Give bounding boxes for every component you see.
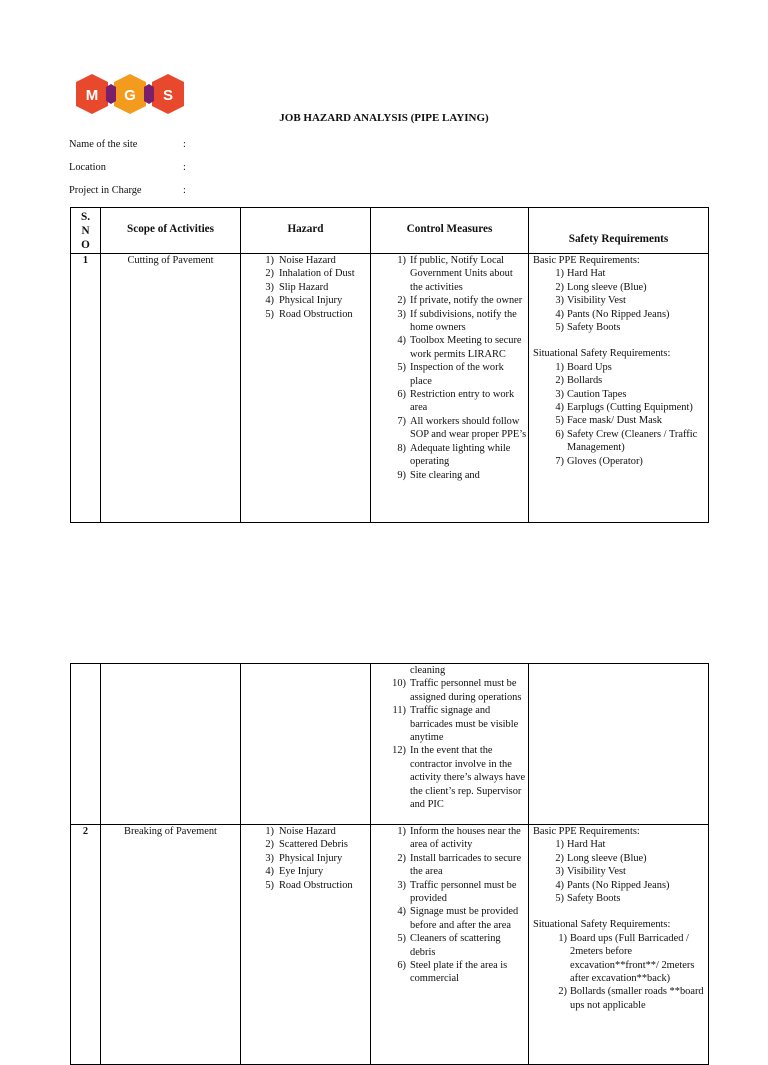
header-control: Control Measures (371, 208, 529, 254)
list-item (371, 361, 528, 388)
list-text: Earplugs (Cutting Equipment) (567, 402, 693, 414)
list-text: Cleaners of scattering debris (410, 933, 501, 958)
list-number: 1) (558, 932, 567, 944)
list-item (371, 254, 528, 294)
list-item (241, 825, 370, 838)
list-number: 3) (397, 879, 406, 891)
list-text: Noise Hazard (279, 255, 336, 266)
logo-letter: S (162, 87, 174, 104)
situational-list (533, 361, 708, 468)
list-item (533, 374, 708, 387)
list-number: 2) (555, 281, 564, 293)
list-item (371, 825, 528, 852)
list-text: Gloves (Operator) (567, 455, 643, 467)
list-number: 1) (555, 268, 564, 280)
list-item (533, 932, 708, 986)
list-text: Traffic personnel must be assigned during operations (410, 678, 522, 703)
table-header-row (71, 208, 709, 254)
row-number: 1 (71, 254, 101, 523)
list-item (371, 308, 528, 335)
list-item (371, 442, 528, 469)
hazard-cell (241, 254, 371, 523)
situational-label: Situational Safety Requirements: (533, 348, 671, 360)
logo-letter: G (124, 87, 136, 104)
list-text: Road Obstruction (279, 879, 353, 891)
list-number: 2) (265, 839, 274, 851)
list-text: Scattered Debris (279, 839, 348, 851)
control-list (371, 254, 528, 482)
list-item (371, 415, 528, 442)
info-label: Project in Charge (69, 185, 142, 196)
list-item (371, 334, 528, 361)
control-cell (371, 825, 529, 1065)
list-item (371, 294, 528, 307)
list-text: Board Ups (567, 361, 612, 373)
list-text: Install barricades to secure the area (410, 852, 522, 878)
list-item (533, 865, 708, 878)
control-continuation: cleaning (410, 665, 446, 676)
list-text: Road Obstruction (279, 308, 353, 320)
list-text: Noise Hazard (279, 826, 336, 837)
list-text: Eye Injury (279, 866, 324, 878)
list-text: Steel plate if the area is commercial (410, 960, 508, 985)
list-text: In the event that the contractor involve in the activity there’s always have the client’s rep. Supervisor and PIC (410, 745, 526, 811)
list-number: 4) (265, 295, 274, 307)
list-text: Adequate lighting while operating (410, 442, 511, 468)
header-sno-o: O (81, 238, 90, 251)
hazard-table-page-2 (70, 663, 709, 1065)
list-number: 6) (397, 389, 406, 401)
safety-cell (529, 825, 709, 1065)
list-item (533, 361, 708, 374)
safety-cell-empty (529, 664, 709, 825)
hazard-table-page-1 (70, 207, 709, 523)
list-text: Slip Hazard (279, 281, 329, 293)
scope-cell: Cutting of Pavement (101, 254, 241, 523)
list-text: All workers should follow SOP and wear proper PPE’s (410, 415, 527, 441)
list-number: 3) (555, 388, 564, 400)
list-text: Inform the houses near the area of activity (410, 826, 521, 851)
list-text: Pants (No Ripped Jeans) (567, 308, 670, 320)
list-text: Safety Crew (Cleaners / Traffic Management) (567, 428, 698, 454)
hazard-cell-empty (241, 664, 371, 825)
info-value: : (183, 139, 186, 150)
list-item (371, 879, 528, 906)
list-number: 4) (555, 308, 564, 320)
list-number: 10) (392, 678, 406, 690)
list-number: 7) (397, 415, 406, 427)
list-number: 2) (555, 375, 564, 387)
list-number: 4) (397, 335, 406, 347)
list-item (533, 281, 708, 294)
list-number: 8) (397, 442, 406, 454)
list-text: Visibility Vest (567, 866, 626, 878)
list-number: 5) (397, 362, 406, 374)
list-number: 9) (397, 469, 406, 481)
control-cell (371, 664, 529, 825)
list-number: 2) (397, 295, 406, 307)
info-value: : (183, 185, 186, 196)
row-number-empty (71, 664, 101, 825)
list-number: 1) (265, 255, 274, 266)
list-number: 7) (555, 455, 564, 467)
list-item (533, 267, 708, 280)
list-text: If private, notify the owner (410, 295, 523, 307)
list-text: Hard Hat (567, 839, 606, 851)
list-item (533, 428, 708, 455)
list-number: 1) (265, 826, 274, 837)
header-sno (71, 208, 101, 254)
list-item (533, 294, 708, 307)
list-text: Physical Injury (279, 852, 343, 864)
list-number: 4) (265, 866, 274, 878)
basic-ppe-label: Basic PPE Requirements: (533, 826, 640, 837)
list-item (241, 294, 370, 307)
info-label: Name of the site (69, 139, 138, 150)
list-number: 4) (555, 402, 564, 414)
basic-ppe-label: Basic PPE Requirements: (533, 255, 640, 266)
row-number: 2 (71, 825, 101, 1065)
list-item (371, 704, 528, 744)
safety-cell (529, 254, 709, 523)
list-number: 2) (558, 986, 567, 998)
control-list (371, 677, 528, 811)
basic-ppe-list (533, 267, 708, 334)
list-item (533, 892, 708, 905)
list-text: Visibility Vest (567, 295, 626, 307)
scope-cell: Breaking of Pavement (101, 825, 241, 1065)
list-item (371, 388, 528, 415)
list-item (371, 744, 528, 811)
situational-label: Situational Safety Requirements: (533, 919, 671, 931)
list-text: Long sleeve (Blue) (567, 852, 647, 864)
list-number: 4) (555, 879, 564, 891)
list-number: 6) (555, 428, 564, 440)
list-item (533, 838, 708, 851)
table-row (71, 825, 709, 1065)
document-title: JOB HAZARD ANALYSIS (PIPE LAYING) (279, 112, 489, 124)
list-number: 6) (397, 960, 406, 972)
list-text: Pants (No Ripped Jeans) (567, 879, 670, 891)
list-text: Safety Boots (567, 893, 621, 905)
list-number: 3) (265, 852, 274, 864)
list-item (241, 852, 370, 865)
list-item (241, 879, 370, 892)
header-sno-n: N (81, 224, 90, 237)
list-text: Traffic personnel must be provided (410, 879, 517, 905)
list-item (241, 838, 370, 851)
list-item (533, 308, 708, 321)
list-number: 5) (397, 933, 406, 945)
basic-ppe-list (533, 838, 708, 905)
list-text: Bollards (smaller roads **board ups not applicable (570, 986, 704, 1011)
list-number: 3) (265, 281, 274, 293)
table-row-continuation (71, 664, 709, 825)
list-item (371, 905, 528, 932)
list-text: Inhalation of Dust (279, 268, 355, 280)
list-item (533, 852, 708, 865)
list-text: Bollards (567, 375, 603, 387)
list-item (241, 308, 370, 321)
list-number: 2) (397, 852, 406, 864)
table-row (71, 254, 709, 523)
control-list (371, 825, 528, 986)
list-text: Caution Tapes (567, 388, 627, 400)
list-item (241, 254, 370, 267)
list-number: 1) (555, 839, 564, 851)
list-text: Inspection of the work place (410, 362, 504, 387)
list-item (533, 985, 708, 1012)
list-number: 5) (265, 879, 274, 891)
logo-hex-link (144, 84, 154, 104)
list-number: 5) (555, 322, 564, 334)
list-number: 2) (555, 852, 564, 864)
list-item (533, 879, 708, 892)
list-text: Signage must be provided before and after the area (410, 906, 519, 931)
list-item (371, 469, 528, 482)
list-item (533, 455, 708, 468)
list-number: 12) (392, 745, 406, 757)
hazard-list (241, 254, 370, 321)
info-value: : (183, 162, 186, 173)
info-label: Location (69, 162, 106, 173)
list-number: 5) (265, 308, 274, 320)
list-text: Hard Hat (567, 268, 606, 280)
list-text: Board ups (Full Barricaded / 2meters before excavation**front**/ 2meters after excavation**back) (570, 932, 695, 985)
list-text: Safety Boots (567, 322, 621, 334)
list-text: Site clearing and (410, 469, 480, 481)
list-item (371, 959, 528, 986)
header-sno-s: S. (80, 210, 91, 223)
list-number: 2) (265, 268, 274, 280)
list-number: 1) (555, 361, 564, 373)
list-number: 4) (397, 906, 406, 918)
list-number: 3) (555, 866, 564, 878)
list-item (241, 865, 370, 878)
list-text: Face mask/ Dust Mask (567, 415, 662, 427)
list-item (371, 852, 528, 879)
logo-hex-link (106, 84, 116, 104)
list-item (241, 267, 370, 280)
list-text: Traffic signage and barricades must be visible anytime (410, 705, 519, 744)
hazard-cell (241, 825, 371, 1065)
list-number: 5) (555, 893, 564, 905)
hazard-list (241, 825, 370, 892)
scope-cell-empty (101, 664, 241, 825)
situational-list (533, 932, 708, 1012)
list-text: If subdivisions, notify the home owners (410, 308, 517, 334)
list-number: 3) (397, 308, 406, 320)
list-text: Toolbox Meeting to secure work permits LIRARC (410, 335, 522, 360)
list-item (533, 388, 708, 401)
list-number: 1) (397, 255, 406, 266)
list-text: Restriction entry to work area (410, 389, 515, 414)
list-text: Long sleeve (Blue) (567, 281, 647, 293)
logo-letter: M (85, 87, 99, 104)
header-hazard: Hazard (241, 208, 371, 254)
list-item (371, 932, 528, 959)
list-number: 3) (555, 295, 564, 307)
list-item (533, 321, 708, 334)
list-text: Physical Injury (279, 295, 343, 307)
list-item (533, 401, 708, 414)
list-item (241, 281, 370, 294)
list-number: 1) (397, 826, 406, 837)
list-item (371, 677, 528, 704)
list-text: If public, Notify Local Government Units about the activities (410, 255, 513, 293)
list-item (533, 414, 708, 427)
header-scope: Scope of Activities (101, 208, 241, 254)
header-safety: Safety Requirements (529, 208, 709, 254)
list-number: 11) (392, 705, 406, 717)
list-number: 5) (555, 415, 564, 427)
control-cell (371, 254, 529, 523)
